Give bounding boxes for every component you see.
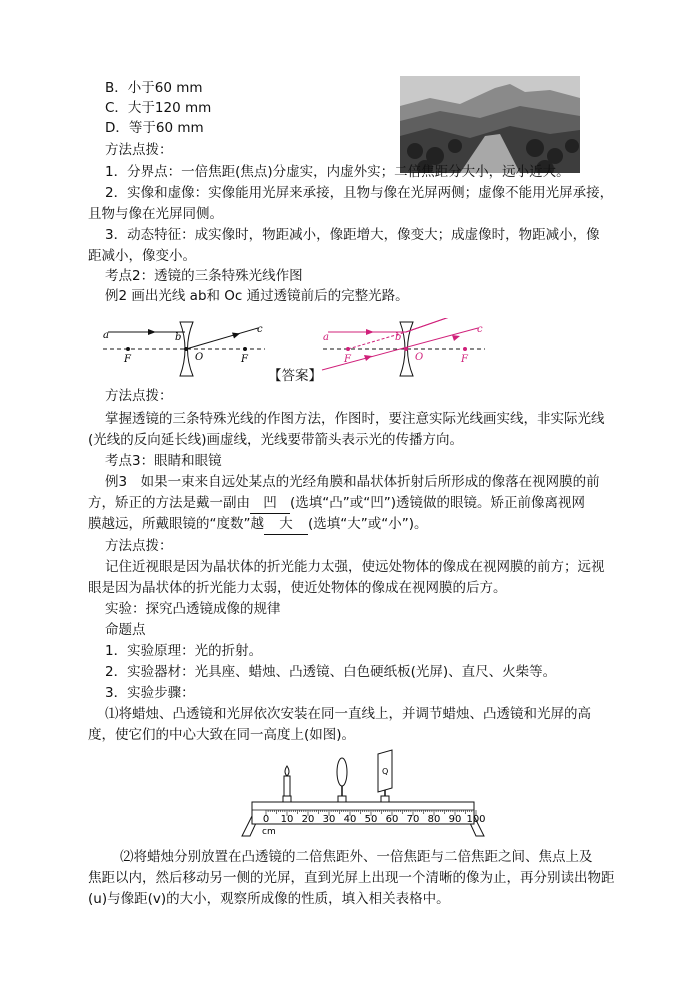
label-F1: F <box>344 354 351 365</box>
ruler-tick-label: 70 <box>406 814 420 825</box>
ruler-tick-label: 80 <box>427 814 441 825</box>
ruler-tick-label: 60 <box>385 814 399 825</box>
label-F1: F <box>124 354 131 365</box>
screen-label: Q <box>382 767 389 776</box>
option-c: C．大于120 mm <box>105 100 212 116</box>
step2-line: ⑵将蜡烛分别放置在凸透镜的二倍焦距外、一倍焦距与二倍焦距之间、焦点上及 <box>120 849 593 865</box>
tip2-line: 掌握透镜的三条特殊光线的作图方法，作图时，要注意实际光线画实线，非实际光线 <box>105 411 605 427</box>
label-c: c <box>477 324 483 335</box>
kp2-title: 考点2：透镜的三条特殊光线作图 <box>105 268 303 284</box>
optical-bench-figure <box>236 748 492 840</box>
label-F2: F <box>461 354 468 365</box>
answer-blank-1: 凹 <box>250 493 290 514</box>
example-3-text: 膜越远，所戴眼镜的“度数”越 <box>88 516 264 532</box>
example-3-line3 <box>88 514 428 535</box>
tips-label-2: 方法点拨： <box>105 388 173 404</box>
ruler-tick-label: 10 <box>280 814 294 825</box>
tip3-line: 眼是因为晶状体的折光能力太弱，使近处物体的像成在视网膜的后方。 <box>88 580 507 596</box>
answer-lens-diagram <box>320 318 490 380</box>
answer-blank-2: 大 <box>264 514 308 535</box>
tip1-line: 3．动态特征：成实像时，物距减小，像距增大，像变大；成虚像时，物距减小，像 <box>105 227 600 243</box>
step2-line: 焦距以内，然后移动另一侧的光屏，直到光屏上出现一个清晰的像为止，再分别读出物距 <box>88 870 615 886</box>
example-3-line2 <box>88 493 585 514</box>
step1-line: 度，使它们的中心大致在同一高度上(如图)。 <box>88 727 356 743</box>
ruler-tick-label: 50 <box>364 814 378 825</box>
ruler-tick-label: 40 <box>343 814 357 825</box>
ruler-tick-label: 100 <box>466 814 486 825</box>
tip3-line: 记住近视眼是因为晶状体的折光能力太强，使远处物体的像成在视网膜的前方；远视 <box>105 559 605 575</box>
experiment-title: 实验：探究凸透镜成像的规律 <box>105 601 281 617</box>
tip1-line: 且物与像在光屏同侧。 <box>88 206 223 222</box>
tip2-line: (光线的反向延长线)画虚线，光线要带箭头表示光的传播方向。 <box>88 432 464 448</box>
experiment-item: 2．实验器材：光具座、蜡烛、凸透镜、白色硬纸板(光屏)、直尺、火柴等。 <box>105 664 557 680</box>
concave-lens-diagram <box>100 318 270 380</box>
landscape-photo <box>400 76 580 173</box>
example-2: 例2 画出光线 ab和 Oc 通过透镜前后的完整光路。 <box>105 288 409 304</box>
label-O: O <box>415 352 424 363</box>
experiment-item: 3．实验步骤： <box>105 685 195 701</box>
ruler-tick-label: 20 <box>301 814 315 825</box>
tips-label-1: 方法点拨： <box>105 142 173 158</box>
example-3-text: 方，矫正的方法是戴一副由 <box>88 495 250 511</box>
example-3-text: (选填“大”或“小”)。 <box>308 516 428 532</box>
ruler-tick-label: 30 <box>322 814 336 825</box>
label-b: b <box>395 332 402 343</box>
tip1-line: 2．实像和虚像：实像能用光屏来承接，且物与像在光屏两侧；虚像不能用光屏承接， <box>105 185 614 201</box>
label-a: a <box>323 332 329 343</box>
ruler-tick-label: 90 <box>448 814 462 825</box>
tip1-line: 距减小，像变小。 <box>88 248 196 264</box>
label-c: c <box>257 324 263 335</box>
step1-line: ⑴将蜡烛、凸透镜和光屏依次安装在同一直线上，并调节蜡烛、凸透镜和光屏的高 <box>105 706 591 722</box>
label-a: a <box>103 330 109 341</box>
answer-label: 【答案】 <box>268 368 322 384</box>
label-b: b <box>175 332 182 343</box>
step2-line: (u)与像距(v)的大小，观察所成像的性质，填入相关表格中。 <box>88 891 450 907</box>
ruler-tick-label: 0 <box>262 814 270 825</box>
label-O: O <box>195 352 204 363</box>
option-d: D．等于60 mm <box>105 120 204 136</box>
proposition-label: 命题点 <box>105 622 146 638</box>
example-3-line1: 例3 如果一束来自远处某点的光经角膜和晶状体折射后所形成的像落在视网膜的前 <box>105 474 600 490</box>
kp3-title: 考点3：眼睛和眼镜 <box>105 453 222 469</box>
unit-label: cm <box>262 827 276 837</box>
tip1-line: 1．分界点：一倍焦距(焦点)分虚实，内虚外实；二倍焦距分大小，远小近大。 <box>105 164 570 180</box>
tips-label-3: 方法点拨： <box>105 538 173 554</box>
experiment-item: 1．实验原理：光的折射。 <box>105 643 263 659</box>
label-F2: F <box>241 354 248 365</box>
example-3-text: (选填“凸”或“凹”)透镜做的眼镜。矫正前像离视网 <box>290 495 586 511</box>
option-b: B．小于60 mm <box>105 80 203 96</box>
